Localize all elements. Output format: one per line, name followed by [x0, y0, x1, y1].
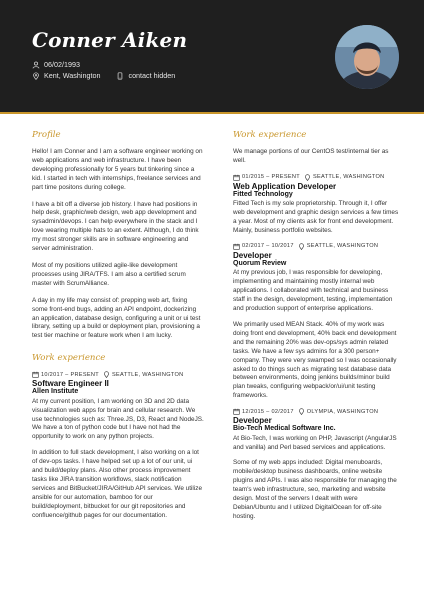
- job-dates: 01/2015 – PRESENT: [242, 174, 300, 181]
- job-location: SEATTLE, WASHINGTON: [111, 371, 184, 378]
- job-dates: 12/2015 – 02/2017: [242, 408, 294, 415]
- location-pin-icon: [32, 72, 40, 80]
- job-meta: [233, 243, 399, 250]
- job-description: We primarily used MEAN Stack. 40% of my work was doing front end development, 40% back end development and the remaining 20% was dev-ops/sys admin related tasks. We have a few sys admins for a 300 person+ company. They were very swamped so I was occasionally asked to do things such as migrating test database data between environments, doing jenkins builds/minor build plan tweaks, configuring webpack/or/ui/unit testing frameworks.: [233, 320, 397, 400]
- work-experience-heading: Work experience: [233, 130, 307, 140]
- job-title: Web Application Developer: [233, 181, 337, 191]
- calendar-icon: [233, 243, 240, 250]
- job-company: Quorum Review: [233, 259, 287, 267]
- profile-paragraph: Hello! I am Conner and I am a software engineer working on web applications and web infrastructure. I have been developing professionally for 5 years but tinkering since a kid. I started in tech with internships, freelance services and part time positons during college.: [32, 148, 203, 191]
- header-divider: [0, 112, 424, 114]
- birthdate-row: [32, 60, 80, 69]
- job-company: Allen Institute: [32, 388, 79, 396]
- job-meta: [32, 371, 204, 378]
- job-entry: [233, 408, 399, 522]
- job-title: Software Engineer II: [32, 379, 109, 389]
- job-entry: [233, 243, 399, 401]
- job-meta: [233, 408, 399, 415]
- location-text: Kent, Washington: [44, 71, 101, 80]
- location-pin-icon: [298, 408, 305, 415]
- phone-icon: [116, 72, 124, 80]
- job-description: At Bio-Tech, I was working on PHP, Javascript (AngularJS and vanilla) and Perl based services and applications.: [233, 434, 397, 451]
- resume-header: [0, 0, 424, 112]
- contact-row: [32, 71, 175, 80]
- job-location: SEATTLE, WASHINGTON: [312, 174, 385, 181]
- profile-paragraph: I have a bit off a diverse job history. I have had positions in help desk, graphic/web design, web app development and sysadmin/devops. I can help everywhere in the stack and I love wearing multiple hats to an extent. Although, I do think my most stronger skills are in software engineering and server administration.: [32, 200, 199, 253]
- profile-paragraph: A day in my life may consist of: prepping web art, fixing some front-end bugs, adding an API endpoint, dockerizing an application, database design, configuring a unit or ui test library, setting up a build or deployment plan, provisioning a test tier machine or feature work when I am lucky.: [32, 296, 201, 340]
- job-entry: [32, 371, 204, 520]
- profile-heading: Profile: [32, 130, 61, 140]
- job-description: At my previous job, I was responsible for developing, implementing and maintaining mostly internal web applications. I collaborated with technical and business staff in the design, development, testing, implementation and production support of enterprise applications.: [233, 269, 393, 313]
- left-column: [32, 130, 204, 528]
- job-location: OLYMPIA, WASHINGTON: [306, 408, 379, 415]
- job-description: Some of my web apps included: Digital menuboards, mobile/desktop business dashboards, online website plugins and APIs. I was also responsible for managing the team's web infrastructure, seo, marketing and website design. Most of the servers I dealt with were Debian/Ubuntu and I utilized DigitalOcean for off-site hosting.: [233, 459, 397, 520]
- job-dates: 10/2017 – PRESENT: [41, 371, 99, 378]
- job-description: At my current position, I am working on 3D and 2D data visualization web apps for brain and cellular research. We use technologies such as: Three.JS, D3, React and NodeJS. We have a ton of python code but I have not had the opportunity to work on any python projects.: [32, 397, 204, 441]
- job-title: Developer: [233, 250, 272, 260]
- calendar-icon: [233, 408, 240, 415]
- job-meta: [233, 174, 399, 181]
- job-company: Fitted Technology: [233, 190, 293, 198]
- calendar-icon: [32, 371, 39, 378]
- job-description: Fitted Tech is my sole proprietorship. Through it, I offer web development and graphic design services a few times a year. Most of my clients ask for front end development. Mainly, business portfolio websites.: [233, 200, 399, 235]
- job-entry: [233, 174, 399, 236]
- job-description: In addition to full stack development, I also working on a lot of dev-ops tasks. I have helped set up a lot of our unit, ui and build/deploy plans. Also other process improvement tasks like JIRA transition workflows, slack notification services and BitBucket/JIRA/GitHub API services. We utilize ansible for our automation, bamboo for our build/deployment, bitbucket for our git repositories and confluence/github pages for our documentation.: [32, 449, 203, 519]
- right-column: [233, 130, 399, 529]
- job-dates: 02/2017 – 10/2017: [242, 243, 294, 250]
- work-intro: We manage portions of our CentOS test/internal tier as well.: [233, 148, 389, 164]
- profile-paragraph: Most of my positions utilized agile-like development processes using JIRA/TFS. I am also a certified scrum master with ScrumAlliance.: [32, 261, 186, 287]
- contact-text: contact hidden: [128, 71, 176, 80]
- location-pin-icon: [103, 371, 110, 378]
- user-icon: [32, 61, 40, 69]
- candidate-name: Conner Aiken: [32, 28, 188, 52]
- work-experience-heading: Work experience: [32, 353, 106, 364]
- birthdate-text: 06/02/1993: [44, 60, 80, 69]
- location-pin-icon: [304, 174, 311, 181]
- location-pin-icon: [298, 243, 305, 250]
- job-location: SEATTLE, WASHINGTON: [306, 243, 379, 250]
- profile-photo: [335, 25, 399, 89]
- job-title: Developer: [233, 416, 272, 426]
- job-company: Bio-Tech Medical Software Inc.: [233, 425, 336, 433]
- calendar-icon: [233, 174, 240, 181]
